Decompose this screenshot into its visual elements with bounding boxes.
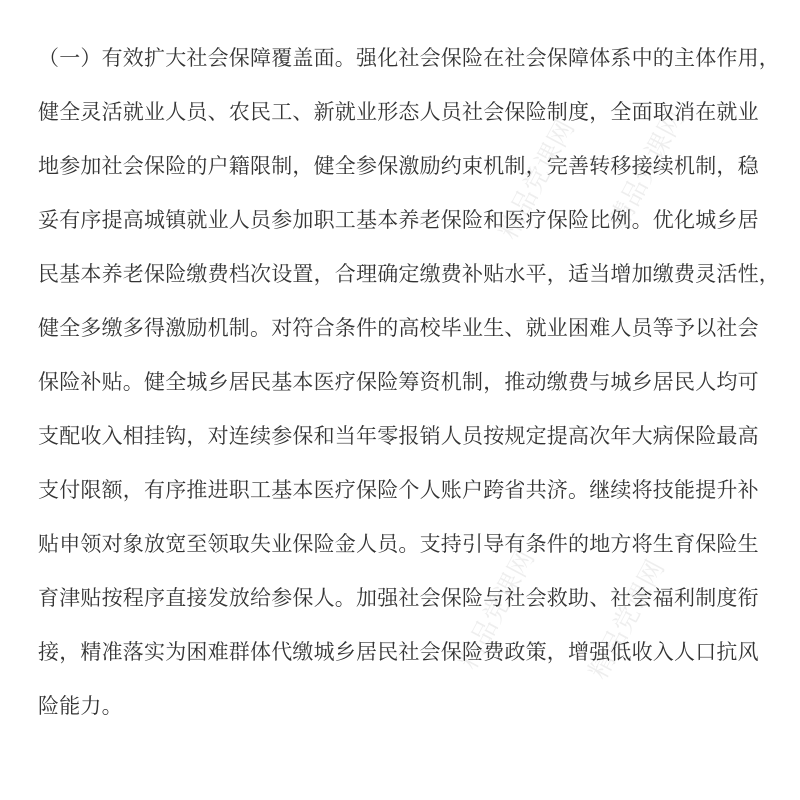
paragraph-line: 接，精准落实为困难群体代缴城乡居民社会保险费政策，增强低收入人口抗风 <box>38 640 759 664</box>
watermark: 精品党课网 <box>493 115 581 245</box>
paragraph-line: 地参加社会保险的户籍限制，健全参保激励约束机制，完善转移接续机制，稳 <box>38 154 759 178</box>
paragraph-line: 妥有序提高城镇就业人员参加职工基本养老保险和医疗保险比例。优化城乡居 <box>38 208 759 232</box>
paragraph-line: 险能力。 <box>38 694 123 718</box>
paragraph-line: 贴申领对象放宽至领取失业保险金人员。支持引导有条件的地方将生育保险生 <box>38 532 759 556</box>
paragraph-line: 民基本养老保险缴费档次设置，合理确定缴费补贴水平，适当增加缴费灵活性， <box>38 262 780 286</box>
watermark: 精品党课网 <box>583 555 671 685</box>
paragraph-line: 保险补贴。健全城乡居民基本医疗保险筹资机制，推动缴费与城乡居民人均可 <box>38 370 759 394</box>
paragraph-line: 支配收入相挂钩，对连续参保和当年零报销人员按规定提高次年大病保险最高 <box>38 424 759 448</box>
paragraph-line: 健全灵活就业人员、农民工、新就业形态人员社会保险制度，全面取消在就业 <box>38 100 759 124</box>
watermark: 精品党课网 <box>453 545 541 675</box>
paragraph-line: 支付限额，有序推进职工基本医疗保险个人账户跨省共济。继续将技能提升补 <box>38 478 759 502</box>
watermark: 精品党课网 <box>603 105 691 235</box>
paragraph-line: （一）有效扩大社会保障覆盖面。强化社会保险在社会保障体系中的主体作用， <box>38 46 780 70</box>
paragraph-line: 健全多缴多得激励机制。对符合条件的高校毕业生、就业困难人员等予以社会 <box>38 316 759 340</box>
paragraph-line: 育津贴按程序直接发放给参保人。加强社会保险与社会救助、社会福利制度衔 <box>38 586 759 610</box>
